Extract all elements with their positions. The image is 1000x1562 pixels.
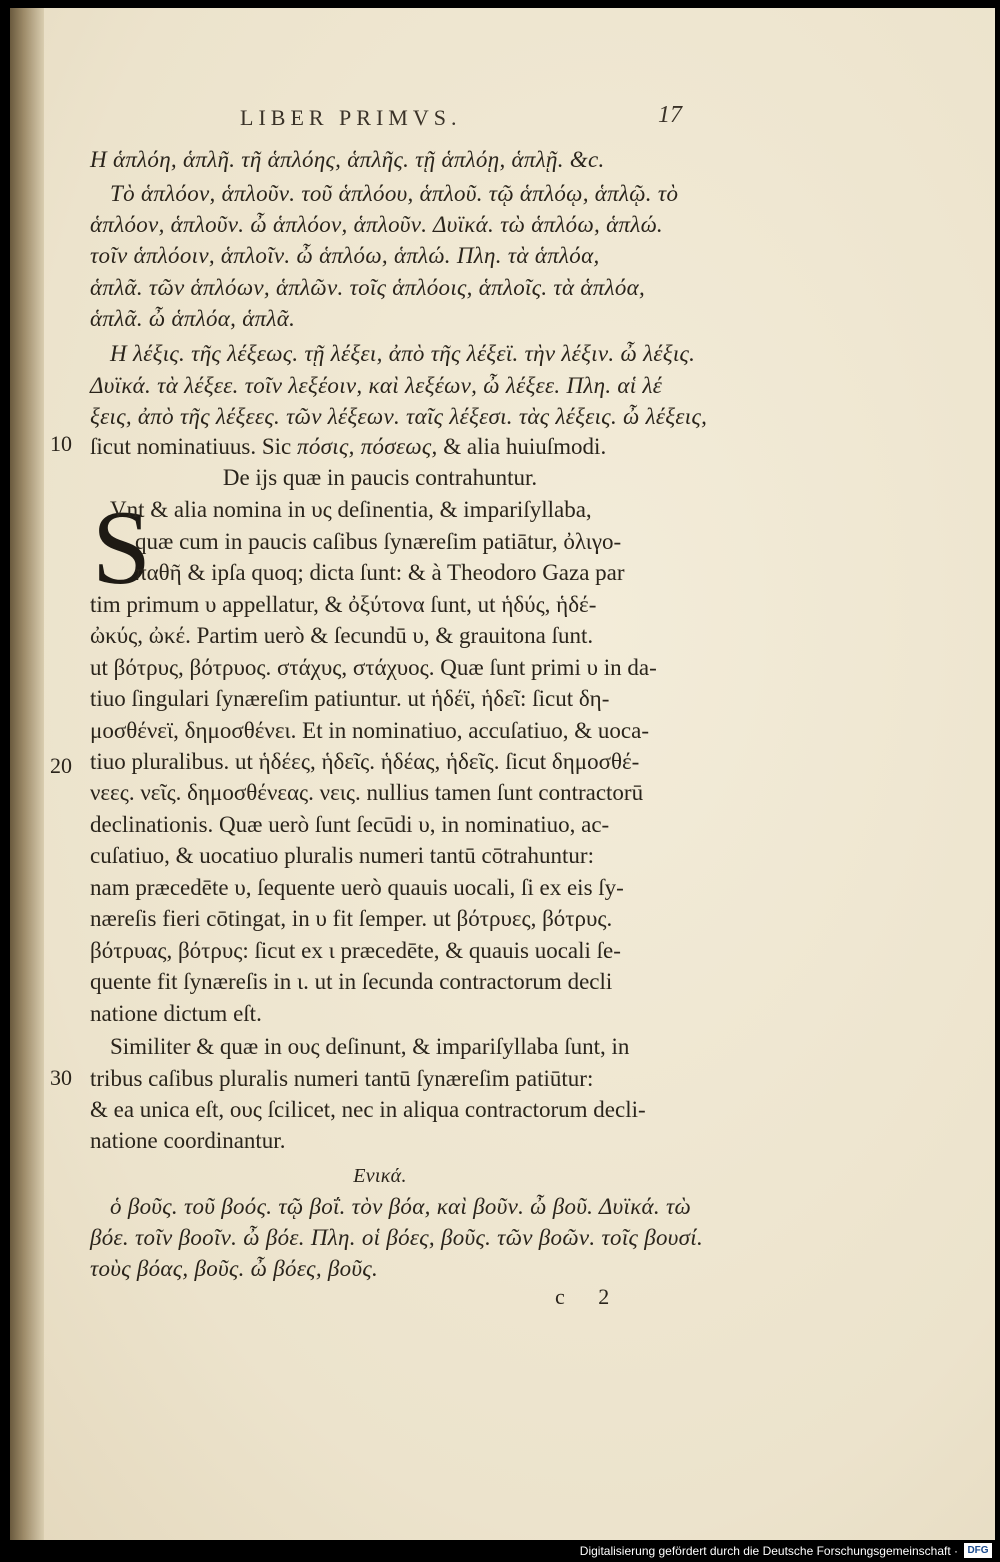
book-page	[10, 8, 995, 1540]
text-line: natione coordinantur.	[90, 1128, 286, 1153]
text-line: natione dictum eſt.	[90, 1001, 262, 1026]
text-line: ἁπλόον, ἁπλοῦν. ὦ ἁπλόον, ἁπλοῦν. Δυϊκά. τὼ ἁπλόω, ἁπλώ.	[90, 212, 663, 237]
running-title: LIBER PRIMVS.	[240, 105, 462, 130]
text-line: declinationis. Quæ uerò ſunt ſecūdi υ, in nominatiuo, ac-	[90, 812, 610, 837]
text-line: nam præcedēte υ, ſequente uerò quauis uocali, ſi ex eis ſy-	[90, 875, 624, 900]
text-line: Vnt & alia nomina in υς deſinentia, & impariſyllaba,	[110, 497, 592, 522]
text-line: παθῆ & ipſa quoq; dicta ſunt: & à Theodoro Gaza par	[135, 560, 625, 585]
text-line: Η ἁπλόη, ἁπλῆ. τῆ ἁπλόης, ἁπλῆς. τῇ ἁπλόῃ, ἁπλῇ. &c.	[90, 147, 605, 172]
text-line: βότρυας, βότρυς: ſicut ex ι præcedēte, & quauis uocali ſe-	[90, 938, 621, 963]
line-number-20: 20	[50, 753, 72, 778]
text-line: quente fit ſynæreſis in ι. ut in ſecunda contractorum decli	[90, 969, 613, 994]
text-line: τοὺς βόας, βοῦς. ὦ βόες, βοῦς.	[90, 1256, 379, 1281]
text-line: ὁ βοῦς. τοῦ βοός. τῷ βοΐ. τὸν βόα, καὶ βοῦν. ὦ βοῦ. Δυϊκά. τὼ	[110, 1194, 692, 1219]
signature-mark: c 2	[555, 1284, 624, 1309]
text-line: βόε. τοῖν βοοῖν. ὦ βόε. Πλη. οἱ βόες, βοῦς. τῶν βοῶν. τοῖς βουσί.	[90, 1225, 704, 1250]
binding-gutter	[10, 8, 44, 1540]
text-line: quæ cum in paucis caſibus ſynæreſim patiātur, ὀλιγο-	[135, 529, 622, 554]
text-line: tiuo ſingulari ſynæreſim patiuntur. ut ἡδέϊ, ἡδεῖ: ſicut δη-	[90, 686, 610, 711]
text-line: ξεις, ἀπὸ τῆς λέξεες. τῶν λέξεων. ταῖς λέξεσι. τὰς λέξεις. ὦ λέξεις,	[90, 404, 708, 429]
page-number: 17	[658, 102, 682, 128]
latin-text: ſicut nominatiuus. Sic	[90, 434, 292, 459]
text-line	[90, 433, 690, 461]
section-heading: De ijs quæ in paucis contrahuntur.	[222, 465, 538, 490]
text-line: τοῖν ἁπλόοιν, ἁπλοῖν. ὦ ἁπλόω, ἁπλώ. Πλη. τὰ ἁπλόα,	[90, 243, 600, 268]
text-line: tribus caſibus pluralis numeri tantū ſynæreſim patiūtur:	[90, 1066, 594, 1091]
latin-text: & alia huiuſmodi.	[443, 434, 607, 459]
drop-cap: S	[92, 489, 151, 606]
greek-heading: Ενικά.	[353, 1165, 407, 1187]
text-line: ὠκύς, ὠκέ. Partim uerò & ſecundū υ, & grauitona ſunt.	[90, 623, 594, 648]
text-line: tim primum υ appellatur, & ὀξύτονα ſunt, ut ἡδύς, ἡδέ-	[90, 592, 597, 617]
dfg-logo: DFG	[964, 1543, 992, 1558]
text-line: ἁπλᾶ. ὦ ἁπλόα, ἁπλᾶ.	[90, 306, 296, 331]
funding-notice: Digitalisierung gefördert durch die Deutsche Forschungsgemeinschaft ·	[579, 1544, 958, 1558]
footer-bar	[0, 1540, 1000, 1562]
text-line: μοσθένεϊ, δημοσθένει. Et in nominatiuo, accuſatiuo, & uoca-	[90, 718, 649, 743]
text-line: næreſis fieri cōtingat, in υ fit ſemper. ut βότρυες, βότρυς.	[90, 906, 613, 931]
text-line: ut βότρυς, βότρυος. στάχυς, στάχυος. Quæ ſunt primi υ in da-	[90, 655, 657, 680]
text-line: Δυϊκά. τὰ λέξεε. τοῖν λεξέοιν, καὶ λεξέων, ὦ λέξεε. Πλη. αἱ λέ	[90, 373, 663, 398]
text-line: tiuo pluralibus. ut ἡδέες, ἡδεῖς. ἡδέας, ἡδεῖς. ſicut δημοσθέ-	[90, 749, 640, 774]
line-number-10: 10	[50, 431, 72, 456]
text-line: Τὸ ἁπλόον, ἁπλοῦν. τοῦ ἁπλόου, ἁπλοῦ. τῷ ἁπλόῳ, ἁπλῷ. τὸ	[110, 181, 679, 206]
text-line: Η λέξις. τῆς λέξεως. τῇ λέξει, ἀπὸ τῆς λέξεϊ. τὴν λέξιν. ὦ λέξις.	[110, 341, 696, 366]
text-line: cuſatiuo, & uocatiuo pluralis numeri tantū cōtrahuntur:	[90, 843, 594, 868]
greek-text: πόσις, πόσεως,	[297, 434, 438, 459]
text-line: ἁπλᾶ. τῶν ἁπλόων, ἁπλῶν. τοῖς ἁπλόοις, ἁπλοῖς. τὰ ἁπλόα,	[90, 275, 646, 300]
text-line: & ea unica eſt, ους ſcilicet, nec in aliqua contractorum decli-	[90, 1097, 646, 1122]
line-number-30: 30	[50, 1065, 72, 1090]
text-line: νεες. νεῖς. δημοσθένεας. νεις. nullius tamen ſunt contractorū	[90, 780, 644, 805]
text-line: Similiter & quæ in ους deſinunt, & impariſyllaba ſunt, in	[110, 1034, 630, 1059]
